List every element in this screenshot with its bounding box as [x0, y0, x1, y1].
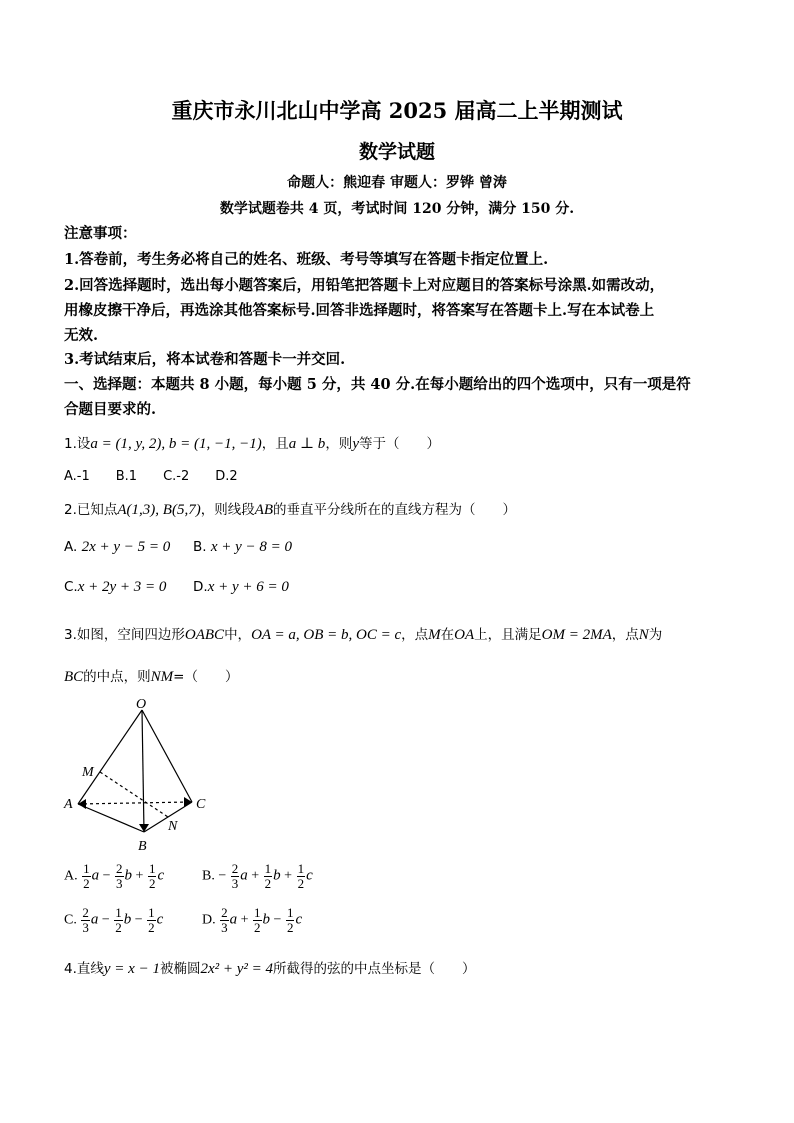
q2-option-d-eq: x + y + 6 = 0	[207, 579, 289, 595]
q3-option-a	[64, 862, 164, 891]
q3-text: 上，且满足	[474, 627, 542, 643]
q2-mid: ，则线段	[200, 502, 255, 518]
school-title: 重庆市永川北山中学高 2025 届高二上半期测试	[171, 98, 623, 123]
question-3-line-2	[64, 665, 238, 686]
vec-c: c	[156, 911, 164, 928]
fraction	[253, 906, 262, 935]
fraction	[286, 906, 295, 935]
fraction	[82, 862, 91, 891]
fraction	[231, 862, 240, 891]
plus-sign: +	[135, 868, 144, 884]
notes-heading: 注意事项：	[64, 225, 137, 242]
q2-option-b-label: B.	[193, 539, 207, 555]
arrow-c	[184, 797, 192, 807]
fraction	[148, 862, 157, 891]
edge-ab	[78, 804, 144, 832]
edge-oa	[78, 710, 142, 804]
tetrahedron-figure	[58, 698, 228, 858]
q2-option-b-eq: x + y − 8 = 0	[210, 539, 293, 555]
denominator: 2	[83, 876, 90, 891]
denominator: 2	[148, 920, 155, 935]
q2-option-c-label: C.	[64, 579, 78, 595]
fraction	[114, 906, 123, 935]
section-1-line-1: 一、选择题：本题共 8 小题，每小题 5 分，共 40 分.在每小题给出的四个选项中，只有一项是符	[64, 376, 691, 393]
fraction	[147, 906, 156, 935]
q3-vec-nm: NM	[150, 669, 174, 685]
q3-relation: OM = 2MA	[541, 627, 612, 643]
arrow-a	[78, 799, 86, 809]
q3-prefix: 3.如图，空间四边形	[64, 627, 185, 643]
q2-option-d-label: D.	[193, 579, 208, 595]
label-b: B	[138, 839, 147, 854]
vec-a: a	[240, 867, 248, 884]
q3-text: =（ ）	[173, 669, 239, 685]
q3-point-m: M	[428, 627, 441, 643]
denominator: 2	[264, 876, 272, 891]
q3-option-a-label: A.	[64, 868, 78, 884]
numerator: 1	[83, 861, 90, 876]
notes-item-3: 3.考试结束后，将本试卷和答题卡一并交回.	[64, 351, 346, 368]
q3-vectors: OA = a, OB = b, OC = c	[251, 627, 402, 643]
edge-ac-dashed	[78, 802, 190, 804]
q3-point-n: N	[638, 627, 649, 643]
denominator: 3	[221, 920, 228, 935]
label-m: M	[82, 765, 94, 780]
vec-c: c	[306, 867, 313, 884]
q3-text: 在	[440, 627, 455, 643]
q3-text: ，点	[611, 627, 639, 643]
numerator: 1	[148, 861, 156, 876]
edge-oc	[142, 710, 192, 802]
label-c: C	[196, 797, 206, 812]
q2-end: 的垂直平分线所在的直线方程为（ ）	[273, 502, 517, 518]
q3-text: 中，	[224, 627, 252, 643]
q1-mid: ，且	[261, 436, 289, 452]
notes-item-2-line-3: 无效.	[64, 327, 99, 344]
minus-sign: −	[134, 912, 143, 928]
vec-a: a	[229, 911, 238, 928]
q2-option-a-label: A.	[64, 539, 78, 555]
denominator: 2	[286, 920, 294, 935]
numerator: 1	[286, 905, 294, 920]
plus-sign: +	[251, 868, 260, 884]
edge-ob	[142, 710, 144, 832]
q3-option-c-label: C.	[64, 912, 77, 928]
question-3-line-1	[64, 623, 662, 644]
q3-option-d	[202, 906, 302, 935]
q1-condition: a ⊥ b	[288, 436, 326, 452]
notes-item-2-line-1: 2.回答选择题时，选出每小题答案后，用铅笔把答题卡上对应题目的答案标号涂黑.如需改动，	[64, 277, 665, 294]
fraction	[115, 862, 124, 891]
notes-item-1: 1.答卷前，考生务必将自己的姓名、班级、考号等填写在答题卡指定位置上.	[64, 251, 549, 268]
numerator: 1	[264, 861, 272, 876]
q2-prefix: 2.已知点	[64, 502, 118, 518]
vec-a: a	[90, 911, 99, 928]
q1-end: 等于（ ）	[358, 436, 440, 452]
q2-points: A(1,3), B(5,7)	[117, 502, 201, 518]
vec-b: b	[273, 867, 281, 884]
denominator: 2	[148, 876, 156, 891]
q4-end: 所截得的弦的中点坐标是（ ）	[273, 961, 476, 977]
minus-sign: −	[273, 912, 282, 928]
minus-sign: −	[102, 868, 111, 884]
label-a: A	[64, 797, 73, 812]
denominator: 2	[254, 920, 261, 935]
question-1	[64, 432, 440, 453]
subject-title: 数学试题	[358, 141, 435, 163]
segment-mn-dashed	[100, 772, 168, 817]
q1-var: y	[352, 436, 359, 452]
exam-info: 数学试题卷共 4 页，考试时间 120 分钟，满分 150 分.	[219, 201, 575, 217]
fraction	[264, 862, 273, 891]
denominator: 2	[297, 876, 305, 891]
q3-option-d-label: D.	[202, 912, 216, 928]
authors-line: 命题人：熊迎春 审题人：罗铧 曾涛	[287, 175, 507, 191]
q4-line-eq: y = x − 1	[103, 961, 160, 977]
q1-prefix: 1.设	[64, 436, 91, 452]
plus-sign: +	[240, 912, 249, 928]
vec-b: b	[123, 911, 132, 928]
q4-ellipse-eq: 2x² + y² = 4	[200, 961, 274, 977]
vec-b: b	[124, 867, 133, 884]
fraction	[297, 862, 306, 891]
denominator: 3	[116, 876, 123, 891]
question-2	[64, 498, 516, 519]
q3-text: 的中点，则	[83, 669, 151, 685]
numerator: 2	[221, 905, 228, 920]
minus-sign: −	[101, 912, 110, 928]
minus-sign: −	[218, 868, 227, 884]
denominator: 3	[82, 920, 89, 935]
q3-option-c	[64, 906, 163, 935]
question-4	[64, 957, 476, 978]
q2-option-a	[64, 539, 170, 556]
label-n: N	[168, 819, 178, 834]
q3-option-b	[202, 862, 313, 891]
numerator: 1	[115, 905, 122, 920]
vec-a: a	[91, 867, 100, 884]
fraction	[81, 906, 90, 935]
q1-options: A.-1 B.1 C.-2 D.2	[64, 469, 238, 484]
label-o: O	[136, 698, 147, 712]
q3-shape: OABC	[184, 627, 225, 643]
numerator: 1	[148, 905, 155, 920]
q2-option-d	[193, 579, 289, 596]
notes-item-2-line-2: 用橡皮擦干净后，再选涂其他答案标号.回答非选择题时，将答案写在答题卡上.写在本试卷上	[64, 302, 655, 319]
q2-segment: AB	[254, 502, 274, 518]
denominator: 2	[115, 920, 122, 935]
q3-text: 为	[648, 627, 663, 643]
vec-b: b	[262, 911, 271, 928]
q2-option-c	[64, 579, 166, 596]
plus-sign: +	[284, 868, 293, 884]
q2-option-a-eq: 2x + y − 5 = 0	[81, 539, 171, 555]
q3-text: ，点	[401, 627, 429, 643]
q4-mid: 被椭圆	[159, 961, 201, 977]
vec-c: c	[295, 911, 303, 928]
section-1-line-2: 合题目要求的.	[64, 401, 157, 418]
denominator: 3	[231, 876, 239, 891]
numerator: 2	[82, 905, 89, 920]
vec-c: c	[157, 867, 165, 884]
q2-option-c-eq: x + 2y + 3 = 0	[77, 579, 167, 595]
numerator: 1	[297, 861, 305, 876]
q2-option-b	[193, 539, 292, 556]
q4-prefix: 4.直线	[64, 961, 104, 977]
q3-vec-oa: OA	[454, 627, 475, 643]
q3-segment-bc: BC	[64, 669, 84, 685]
q3-option-b-label: B.	[202, 868, 215, 884]
q1-vectors: a = (1, y, 2), b = (1, −1, −1)	[90, 436, 262, 452]
numerator: 2	[116, 861, 123, 876]
q1-tail: ，则	[325, 436, 353, 452]
numerator: 2	[231, 861, 239, 876]
numerator: 1	[254, 905, 261, 920]
fraction	[220, 906, 229, 935]
